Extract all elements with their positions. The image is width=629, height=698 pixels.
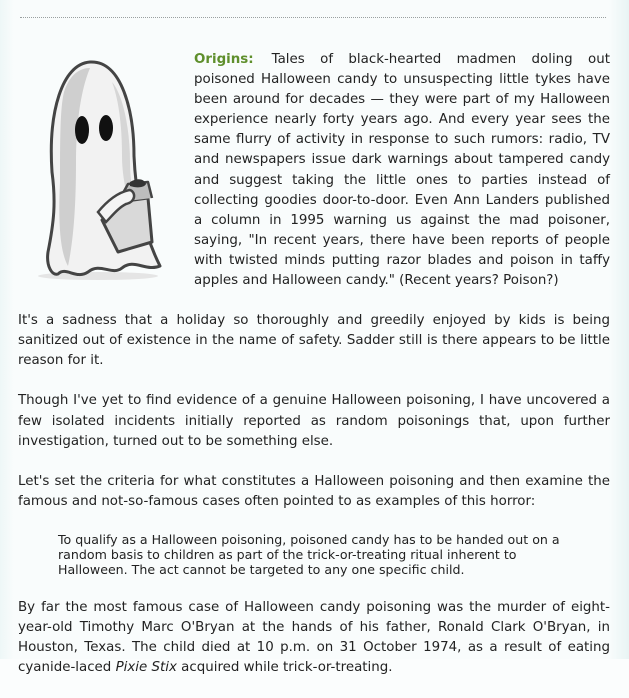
obryan-text-end: acquired while trick-or-treating. [176, 660, 393, 676]
paragraph-sadness: It's a sadness that a holiday so thoroughly and greedily enjoyed by kids is being sanitized out of existence in the name of safety. Sadder still is there appears to be little reason for it. [18, 313, 610, 369]
paragraph-origins [18, 50, 610, 291]
criteria-quote: To qualify as a Halloween poisoning, poisoned candy has to be handed out on a random basis to children as part of the trick-or-treating ritual inherent to Halloween. The act cannot be targeted to any one specific child. [58, 531, 560, 578]
dotted-divider [20, 17, 606, 18]
origins-label: Origins: [194, 52, 254, 67]
paragraph-obryan-case [18, 598, 610, 678]
paragraph-criteria: Let's set the criteria for what constitutes a Halloween poisoning and then examine the famous and not-so-famous cases often pointed to as examples of this horror: [18, 473, 610, 509]
article-body [18, 50, 610, 698]
ghost-trick-or-treat-icon [18, 52, 188, 280]
paragraph-evidence: Though I've yet to find evidence of a genuine Halloween poisoning, I have uncovered a few isolated incidents initially reported as random poisonings that, upon further investigation, turned out to be something else. [18, 393, 610, 449]
obryan-text-start: By far the most famous case of Halloween candy poisoning was the murder of eight-year-old Timothy Marc O'Bryan at the hands of his father, Ronald Clark O'Bryan, in Houston, Texas. The child died at 10 p.m. on 31 October 1974, as a result of eating cyanide-laced [18, 599, 610, 676]
origins-text: Tales of black-hearted madmen doling out poisoned Halloween candy to unsuspecting little tykes have been around for decades — they were part of my Halloween experience nearly forty years ago. And every year sees the same flurry of activity in response to such rumors: radio, TV and newspapers issue dark warnings about tampered candy and suggest taking the little ones to parties instead of collecting goodies door-to-door. Even Ann Landers published a column in 1995 warning us against the mad poisoner, saying, "In recent years, there have been reports of people with twisted minds putting razor blades and poison in taffy apples and Halloween candy." (Recent years? Poison?) [194, 52, 610, 289]
pixie-stix-emphasis: Pixie Stix [115, 660, 177, 676]
